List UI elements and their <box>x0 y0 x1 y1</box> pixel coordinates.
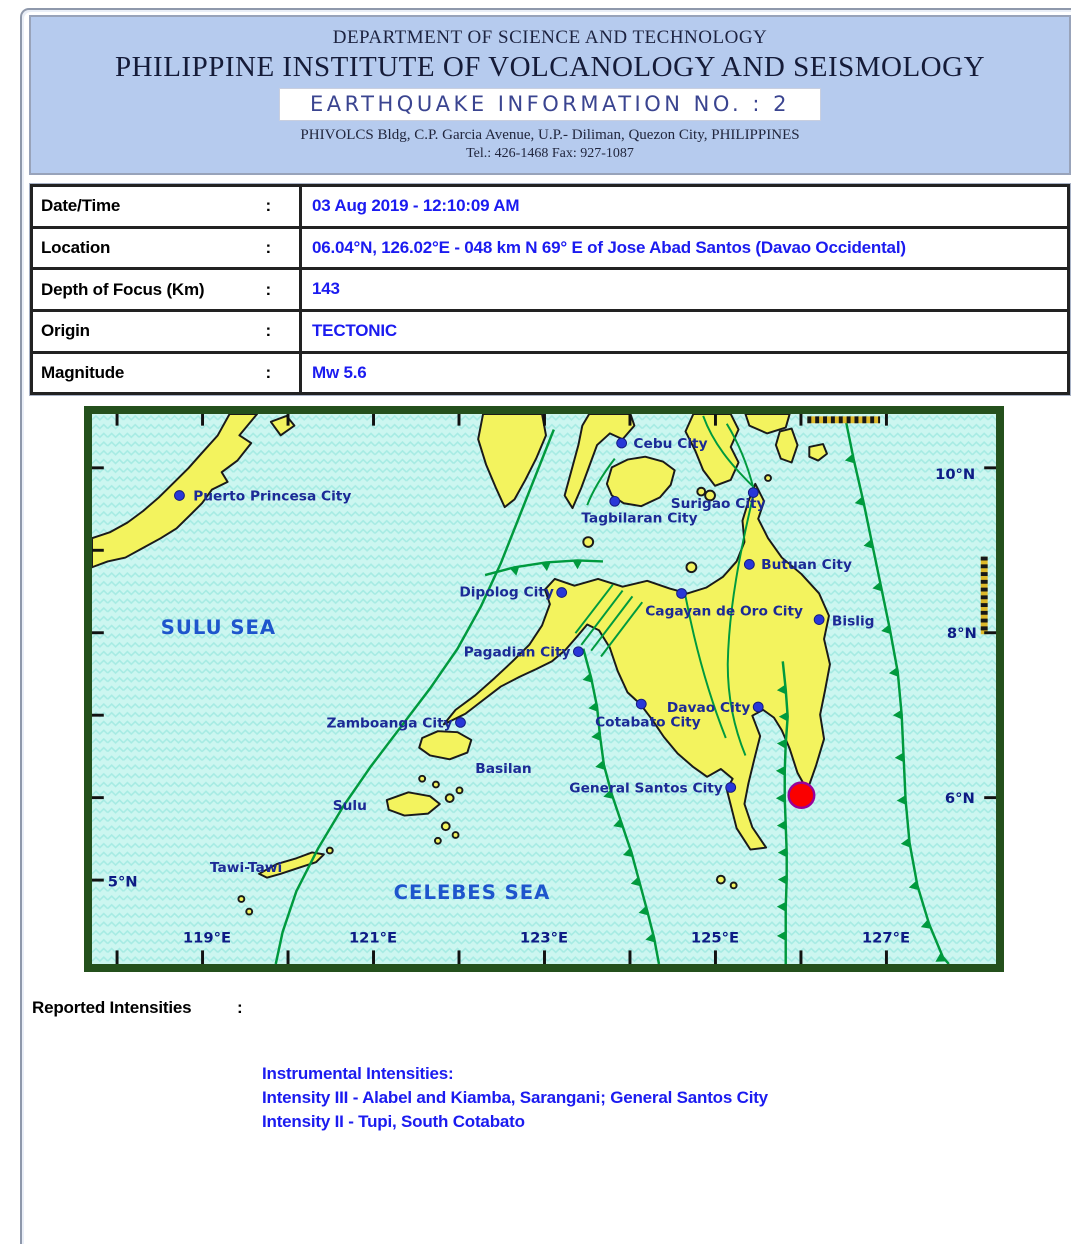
row-value: TECTONIC <box>312 320 397 340</box>
city-dot <box>617 438 627 448</box>
row-value: 03 Aug 2019 - 12:10:09 AM <box>312 196 520 215</box>
city-label: Bislig <box>831 613 875 630</box>
city-label: Puerto Princesa City <box>193 488 352 505</box>
city-dot <box>456 718 466 728</box>
instrumental-intensities-heading: Instrumental Intensities: <box>262 1064 454 1084</box>
city-dot <box>636 699 646 709</box>
table-row-depth <box>32 269 1069 311</box>
row-separator: : <box>265 237 271 257</box>
city-label: Sulu <box>332 798 367 814</box>
row-separator: : <box>265 321 271 341</box>
city-label: General Santos City <box>569 780 723 797</box>
islet <box>457 788 463 794</box>
table-row-magnitude <box>32 352 1069 394</box>
table-row-location <box>32 227 1069 269</box>
contact-line: Tel.: 426-1468 Fax: 927-1087 <box>466 146 634 161</box>
latitude-label: 8°N <box>946 625 977 643</box>
instrumental-intensities-block <box>262 1062 1071 1134</box>
table-row-origin <box>32 310 1069 352</box>
reported-intensities-row <box>32 998 1071 1018</box>
row-label: Origin <box>41 321 90 341</box>
islet <box>442 823 450 831</box>
page-frame <box>20 8 1071 1244</box>
latitude-label: 6°N <box>944 790 975 808</box>
islet <box>697 488 705 496</box>
row-separator: : <box>265 279 271 299</box>
reported-intensities-separator: : <box>237 998 243 1018</box>
table-row-datetime <box>32 186 1069 228</box>
city-label: Dipolog City <box>459 584 554 601</box>
bulletin-title: EARTHQUAKE INFORMATION NO. : 2 <box>279 88 821 121</box>
city-dot <box>753 702 763 712</box>
islet <box>327 848 333 854</box>
longitude-label: 123°E <box>519 929 569 947</box>
city-dot <box>557 588 567 598</box>
islet <box>446 794 454 802</box>
islet <box>731 883 737 889</box>
address-line: PHIVOLCS Bldg, C.P. Garcia Avenue, U.P.- Diliman, Quezon City, PHILIPPINES <box>300 127 800 143</box>
details-table-wrapper <box>29 183 1071 396</box>
city-label: Cebu City <box>633 436 708 453</box>
city-label: Cotabato City <box>595 714 701 731</box>
epicenter-map <box>84 406 1004 972</box>
longitude-label: 119°E <box>182 929 232 947</box>
camiguin-island <box>686 563 696 573</box>
islet <box>419 776 425 782</box>
city-label: Tagbilaran City <box>581 510 698 527</box>
islet <box>453 832 459 838</box>
city-dot <box>744 560 754 570</box>
city-dot <box>814 615 824 625</box>
reported-intensities-label: Reported Intensities <box>32 998 192 1018</box>
city-label: Davao City <box>666 700 751 716</box>
city-dot <box>726 783 736 793</box>
bulletin-header <box>29 15 1071 175</box>
islet <box>583 537 593 547</box>
city-dot <box>573 647 583 657</box>
institute-title: PHILIPPINE INSTITUTE OF VOLCANOLOGY AND SEISMOLOGY <box>114 51 986 83</box>
longitude-label: 127°E <box>861 929 911 947</box>
city-label: Zamboanga City <box>326 715 453 732</box>
city-dot <box>610 497 620 507</box>
earthquake-details-table <box>30 184 1070 395</box>
city-label: Pagadian City <box>463 644 571 661</box>
islet <box>765 475 771 481</box>
intensity-line: Intensity II - Tupi, South Cotabato <box>262 1112 525 1132</box>
islet <box>238 896 244 902</box>
city-dot <box>677 589 687 599</box>
row-separator: : <box>265 196 271 216</box>
islet <box>246 909 252 915</box>
row-label: Depth of Focus (Km) <box>41 279 205 299</box>
row-label: Date/Time <box>41 196 121 216</box>
epicenter-marker <box>789 783 815 808</box>
row-separator: : <box>265 362 271 382</box>
city-label: Cagayan de Oro City <box>645 604 804 620</box>
islet <box>717 876 725 884</box>
islet <box>435 838 441 844</box>
bulletin-title-row <box>31 88 1069 121</box>
city-label: Butuan City <box>761 557 852 574</box>
row-value: 143 <box>312 279 340 299</box>
longitude-label: 125°E <box>690 929 740 947</box>
city-label: Tawi-Tawi <box>209 860 283 877</box>
row-label: Magnitude <box>41 362 125 382</box>
latitude-label: 5°N <box>107 873 138 891</box>
row-label: Location <box>41 237 111 257</box>
longitude-label: 121°E <box>348 929 398 947</box>
latitude-label: 10°N <box>935 466 976 484</box>
sea-label: CELEBES SEA <box>393 881 551 905</box>
department-title: DEPARTMENT OF SCIENCE AND TECHNOLOGY <box>332 27 768 48</box>
city-label: Basilan <box>475 761 532 778</box>
city-label: Surigao City <box>670 496 766 513</box>
islet <box>433 782 439 788</box>
epicenter-map-image <box>92 414 996 964</box>
intensity-line: Intensity III - Alabel and Kiamba, Sarangani; General Santos City <box>262 1088 768 1108</box>
row-value: 06.04°N, 126.02°E - 048 km N 69° E of Jose Abad Santos (Davao Occidental) <box>312 237 906 257</box>
row-value: Mw 5.6 <box>312 362 367 382</box>
sea-label: SULU SEA <box>160 616 277 640</box>
city-dot <box>175 491 185 501</box>
